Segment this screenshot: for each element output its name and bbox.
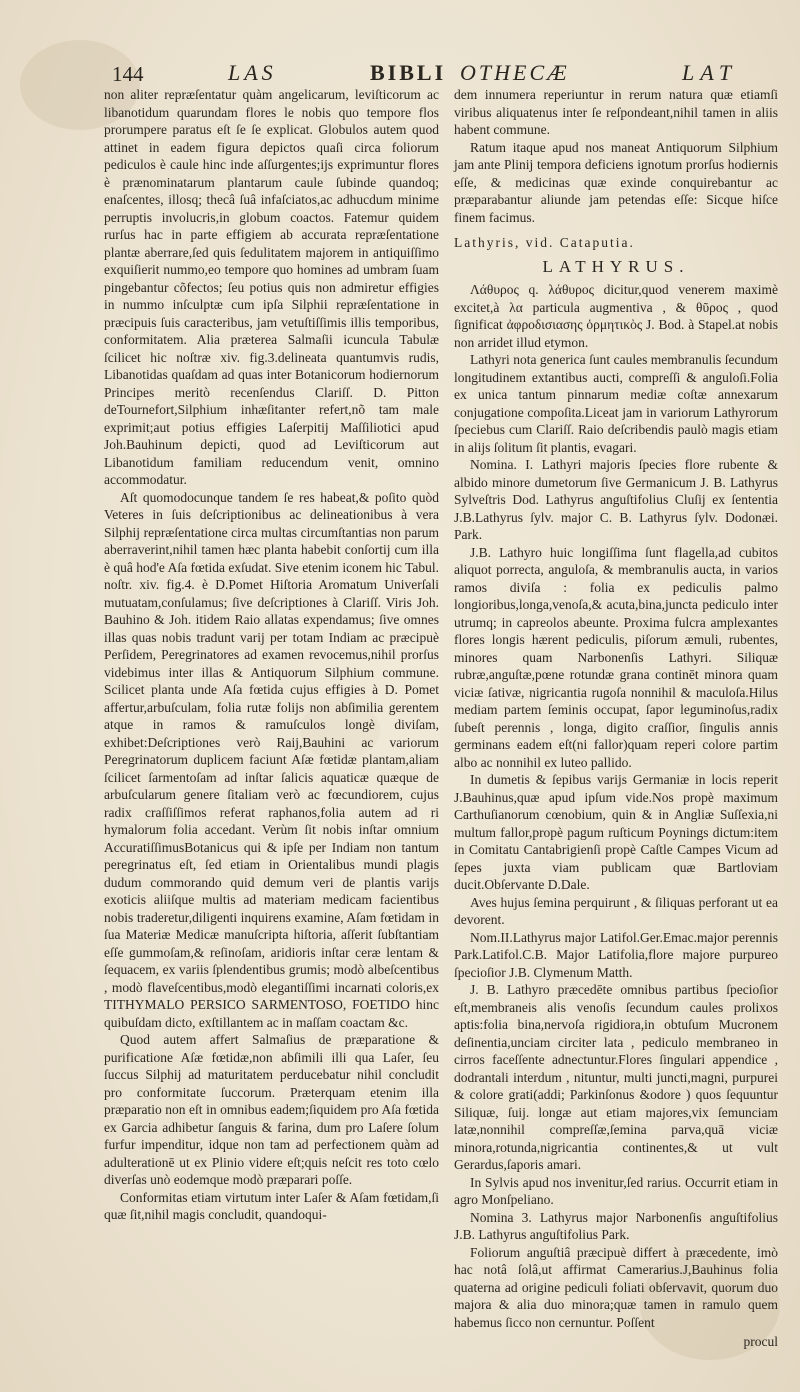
running-head-word-3: OTHECÆ bbox=[460, 60, 570, 85]
paragraph: J. B. Lathyro præcedēte omnibus partibus ſpecioſior eſt,membraneis alis venoſis ſecundum caules prolixos aptis:folia bina,nervoſa rigidiora,in obtuſum Mucronem deſinentia,unciam circiter lata , pediculo membraneo in cirros faceſſente adnectuntur.Flores ſingulari appendice , dodrantali interdum , nituntur, multi juncti,magni, purpurei & colore grati(addi; Parkinſonus &odore ) quos ſequuntur Siliquæ, ſuij. longæ aut etiam majores,vix ſemunciam latæ,nonnihil compreſſæ,ſemina parva,quā viciæ minora,rotunda,nigricantia continentes,& ut vult Gerardus,ſaporis amari. bbox=[454, 982, 778, 1172]
paragraph: Conformitas etiam virtutum inter Laſer & Aſam fœtidam,ſi quæ ſit,nihil magis concludit, quandoqui- bbox=[104, 1189, 439, 1222]
running-head-word-4: LAT bbox=[682, 60, 738, 85]
paragraph: Aſt quomodocunque tandem ſe res habeat,& poſito quòd Veteres in ſuis deſcriptionibus ac delineationibus à vera Silphij repræſentatione circa multas circumſtantias non parum aberraverint,nihil tamen hæc planta habebit conſortij cum illa è quâ hod'e Aſa fœtida exſudat. Sive etenim iconem hic Tabul. noſtr. xiv. fig.4. è D.Pomet Hiſtoria Aromatum Univerſali mutuatam,conſulamus; ſive deſcriptiones à Clariſſ. Viris Joh. Bauhino & Joh. itidem Raio allatas expendamus; ſive omnes illas quas nobis tradunt varij per totam Indiam ac præcipuè Perſidem, Peregrinatores ad examen revocemus,nihil prorſus videbimus inter illas & Antiquorum Silphium commune. Scilicet planta unde Aſa fœtida cujus effigies à D. Pomet affertur,arbuſculam, folia rutæ folijs non abſimilia gerentem atque in ramos & ramuſculos longè diviſam, exhibet:Deſcriptiones verò Raij,Bauhini ac variorum Peregrinatorum duplicem faciunt Aſæ fœtidæ plantam,aliam ſcilicet ſarmentoſam ad inſtar ſalicis aquaticæ quæque de arbuſcularum genere ſitaliam verò ac fœcundiorem, cujus radix craſſiſſimos referat raphanos,folia autem ad ri hymalorum folia accedant. Verùm ſit nobis inſtar omnium AccuratiſſimusBotanicus qui & ipſe per Indiam non tantum peregrinatus eſt, ſed etiam in Orientalibus mundi plagis dudum commorando quid demum veri de plantis varijs exoticis aliiſque multis ad materiam medicam facientibus nobis traderetur,diligenti inquirens examine, Aſam fœtidam in ſua Materiæ Medicæ manuſcripta hiſtoria, aſſerit ſubſtantiam eſſe gummoſam,& reſinoſam, aridioris inſtar ceræ lentam & ſequacem, ex variis ſplendentibus grumis; modò albeſcentibus , modò flaveſcentibus,modò elegantiſſimi incarnati coloris,ex TITHYMALO PERSICO SARMENTOSO, FOETIDO hinc quibuſdam dicto, exſtillantem ac in maſſam coactam &c. bbox=[104, 489, 439, 1030]
paragraph: dem innumera reperiuntur in rerum natura quæ etiamſi viribus aliquatenus inter ſe reſpondeant,nihil tamen in aliis habent commune. bbox=[454, 87, 778, 137]
paragraph: Nom.II.Lathyrus major Latifol.Ger.Emac.major perennis Park.Latifol.C.B. Major Latifolia,flore majore purpureo ſpecioſior J.B. Clymenum Matth. bbox=[454, 929, 778, 980]
paragraph: Aves hujus ſemina perquirunt , & ſiliquas perforant ut ea devorent. bbox=[454, 894, 778, 927]
running-head bbox=[112, 60, 752, 86]
section-title: LATHYRUS. bbox=[542, 256, 690, 276]
paragraph: Ratum itaque apud nos maneat Antiquorum Silphium jam ante Plinij tempora deficiens ignotum prorſus hodiernis eſſe, & medicinas quæ exinde conquirebantur ac præparabantur aliunde jam petendas eſſe: Sicque hiſce finem facimus. bbox=[454, 139, 778, 225]
paragraph: Λάθυρος q. λάθυρος dicitur,quod venerem maximè excitet,à λα particula augmentiva , & θῦρος , quod ſignificat ἀφροδισιασης ὁρμητικὸς J. Bod. à Stapel.at nobis non arridet illud etymon. bbox=[454, 282, 778, 350]
paragraph: non aliter repræſentatur quàm angelicarum, leviſticorum ac libanotidum quarundam flores le nobis quo tempore flos prorumpere paratus eſt ſe ſe explicat. Globulos autem quod attinet in eadem figura depictos quaſi circa foliorum pediculos è caule hinc inde aſſurgentes;ijs exprimuntur flores è prænominatarum plantarum caule ſubinde quandoq; enaſcentes, illosq; thecâ ſuâ infaſciatos,ac adhucdum minime perruptis involucris,in globum coactos. Fatemur quidem rurſus hac in parte effigiem ab accurata repræſentatione plantæ aberrare,ſed quis ſedulitatem majorem in antiquiſſimo exquiſierit nummo,eo tempore quo homines ad umbram ſuam pingebantur cõfectos; ſeu potius quis non admiretur effigies in nummo inſculptæ cum ipſa Silphii repræſentatione in præcipuis ſuis caracteribus, jam vetuſtiſſimis illis temporibus, conformitatem. Alia præterea Salmaſii icuncula Tabulæ ſcilicet hic noſtræ xiv. fig.3.delineata quantumvis rudis, Libanotidas quaſdam ad quas inter Botanicorum hodiernorum Principes meritò recenſendus Clariſſ. D. Pitton deTournefort,Silphium inhæſitanter refert,nõ tam male exprimit;aut potius effigies Laſerpitij Maſſiliotici apud Joh.Bauhinum depicti, quod ad Leviſticorum aut Libanotidum familiam reducendum venit, omnino accommodatur. bbox=[104, 87, 439, 487]
running-head-word-1: LAS bbox=[228, 60, 277, 85]
paragraph: Foliorum anguſtiâ præcipuè differt à præcedente, imò hac notâ ſolâ,ut affirmat Camerarius.J,Bauhinus folia quaterna ad origine pediculi foliati obſervavit, quorum duo majora & alia duo minora;quæ tamen in ramulo quem habemus ſicco non cernuntur. Poſſent bbox=[454, 1244, 778, 1330]
paragraph: J.B. Lathyro huic longiſſima ſunt flagella,ad cubitos aliquot porrecta, anguloſa, & membranulis aucta, in varios ramos diviſa : folia ex pediculis palmo longioribus,longa,venoſa,& acuta,bina,juncta pediculo inter utrumq; in capreolos abeunte. Proxima fulcra amplexantes flores longis hærent pediculis, piſorum æmuli, rubentes, minores quam Narbonenſis Lathyri. Siliquæ rubræ,anguſtæ,pœne rotundæ grana continēt minora quam viciæ ſativæ, nigricantia rugoſa nonnihil & maculoſa.Hilus mediam partem ſeminis occupat, ſapor leguminoſus,radix ſubeſt perennis , longa, digito craſſior, ſingulis annis germinans eadem eſt(ni fallor)quam reperi colore partim albo ac nonnihil ex luteo pallido. bbox=[454, 544, 778, 770]
paragraph: Quod autem affert Salmaſius de præparatione & purificatione Aſæ fœtidæ,non abſimili illi qua Laſer, ſeu ſuccus Silphij ad maturitatem perducebatur nihil concludit pro conformitate ſuccorum. Præterquam etenim illa præparatio non eſt in omnibus eadem;ſiquidem pro Aſa fœtida ex Garcia adhibetur ſanguis & farina, dum pro Laſere ſolum furfur impenditur, idque non tam ad perfectionem quàm ad adulterationē ut ex Plinio videre eſt;quis neſcit res toto cœlo diverſas unò eodemque modò præparari poſſe. bbox=[104, 1032, 439, 1187]
right-column bbox=[454, 86, 778, 1351]
catchword: procul bbox=[743, 1334, 778, 1349]
paragraph: In Sylvis apud nos invenitur,ſed rarius. Occurrit etiam in agro Monſpeliano. bbox=[454, 1174, 778, 1207]
paragraph: Nomina. I. Lathyri majoris ſpecies flore rubente & albido minore dumetorum ſive Germanicum J. B. Lathyrus Sylveſtris Dod. Lathyrus anguſtifolius Cluſij ex ſententia J.B.Lathyrus ſylv. major C. B. Lathyrus ſylv. Dodonæi. Park. bbox=[454, 457, 778, 542]
running-head-word-2: BIBLI bbox=[370, 60, 447, 85]
paragraph: In dumetis & ſepibus varijs Germaniæ in locis reperit J.Bauhinus,quæ apud ipſum vide.Nos propè maximum Carthuſianorum cœnobium, quin & in Angliæ Suſſexia,ni multum fallor,propè pagum ruſticum Poynings dictum:item in Comitatu Cantabrigienſi propè Caſtle Campes Vicum ad ſepes juxta viam publicam quæ Bartloviam ducit.Obſervante D.Dale. bbox=[454, 772, 778, 892]
left-column bbox=[104, 86, 439, 1224]
page-number: 144 bbox=[112, 62, 144, 86]
cross-reference: Lathyris, vid. Cataputia. bbox=[454, 235, 635, 250]
paragraph: Nomina 3. Lathyrus major Narbonenſis anguſtifolius J.B. Lathyrus anguſtifolius Park. bbox=[454, 1209, 778, 1242]
paragraph: Lathyri nota generica ſunt caules membranulis ſecundum longitudinem extantibus aucti, compreſſi & anguloſi.Folia ex unica tantum pinnarum mediæ coſtæ annexarum conjugatione compoſita.Liceat jam in variorum Lathyrorum ſpeciebus cum Clariſſ. Raio deſcribendis paulò magis etiam in alijs ſolitum ſit plantis, evagari. bbox=[454, 352, 778, 455]
